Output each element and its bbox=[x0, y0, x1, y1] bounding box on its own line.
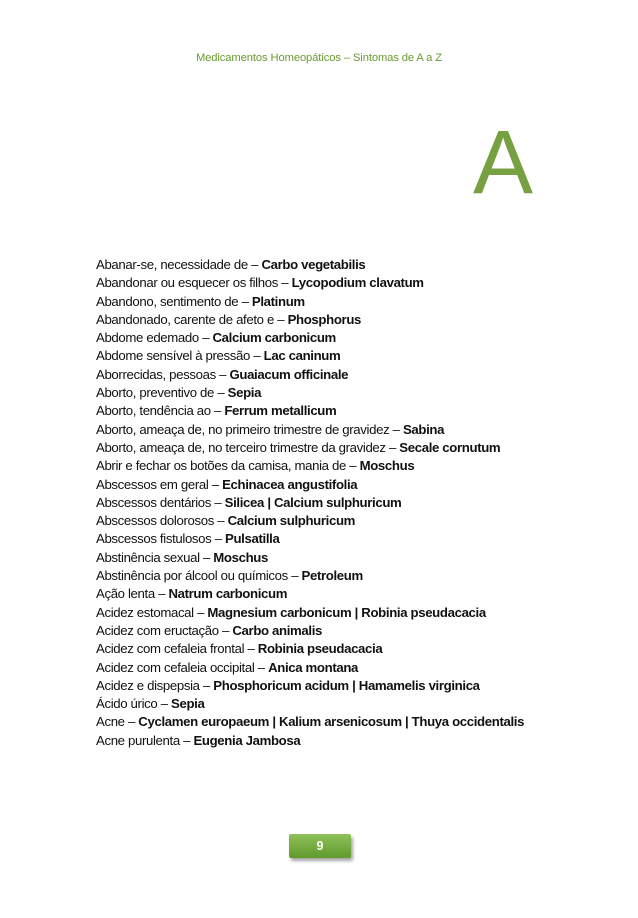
remedy-name: Lycopodium clavatum bbox=[291, 275, 424, 291]
list-item: Abdome edemado – Calcium carbonicum bbox=[96, 330, 336, 346]
remedy-name: Sabina bbox=[402, 421, 445, 437]
list-item: Acidez e dispepsia – Phosphoricum acidum | Hamamelis virginica bbox=[96, 677, 480, 693]
symptom-term: Acidez com cefaleia occipital bbox=[96, 659, 255, 675]
list-item: Ácido úrico – Sepia bbox=[96, 696, 205, 712]
symptom-term: Abrir e fechar os botões da camisa, mania de bbox=[96, 458, 346, 474]
symptom-term: Abandono, sentimento de bbox=[96, 293, 239, 309]
list-item: Abdome sensível à pressão – Lac caninum bbox=[96, 348, 341, 364]
list-item: Acidez com cefaleia frontal – Robinia pseudacacia bbox=[96, 641, 383, 657]
symptom-term: Abstinência sexual bbox=[96, 549, 200, 565]
symptom-term: Abandonado, carente de afeto e bbox=[96, 311, 274, 327]
remedy-name: Guaiacum officinale bbox=[229, 366, 349, 382]
symptom-term: Ácido úrico bbox=[96, 696, 158, 712]
list-item: Abandonado, carente de afeto e – Phosphorus bbox=[96, 311, 362, 327]
symptom-term: Aborrecidas, pessoas bbox=[96, 366, 216, 382]
symptom-term: Ação lenta bbox=[96, 586, 155, 602]
list-item: Abstinência por álcool ou químicos – Petroleum bbox=[96, 568, 363, 584]
list-item: Abrir e fechar os botões da camisa, mania de – Moschus bbox=[96, 458, 415, 474]
list-item: Acidez com cefaleia occipital – Anica montana bbox=[96, 659, 359, 675]
remedy-name: Ferrum metallicum bbox=[224, 403, 337, 419]
list-item: Abandono, sentimento de – Platinum bbox=[96, 293, 305, 309]
list-item: Abscessos dolorosos – Calcium sulphuricum bbox=[96, 513, 356, 529]
list-item: Ação lenta – Natrum carbonicum bbox=[96, 586, 288, 602]
symptom-term: Acidez com cefaleia frontal bbox=[96, 641, 245, 657]
remedy-name: Phosphorus bbox=[287, 311, 362, 327]
list-item: Abscessos em geral – Echinacea angustifolia bbox=[96, 476, 358, 492]
remedy-name: Robinia pseudacacia bbox=[257, 641, 383, 657]
symptom-term: Abandonar ou esquecer os filhos bbox=[96, 275, 278, 291]
list-item: Acidez estomacal – Magnesium carbonicum | Robinia pseudacacia bbox=[96, 604, 486, 620]
list-item: Abanar-se, necessidade de – Carbo vegetabilis bbox=[96, 257, 366, 272]
remedy-name: Silicea | Calcium sulphuricum bbox=[224, 494, 402, 510]
list-item: Acidez com eructação – Carbo animalis bbox=[96, 622, 323, 638]
list-item: Aborto, preventivo de – Sepia bbox=[96, 385, 262, 401]
symptom-term: Aborto, tendência ao bbox=[96, 403, 211, 419]
remedy-name: Eugenia Jambosa bbox=[193, 732, 301, 748]
list-item: Acne purulenta – Eugenia Jambosa bbox=[96, 732, 301, 748]
remedy-name: Sepia bbox=[171, 696, 205, 712]
section-letter-heading: A bbox=[473, 113, 534, 213]
remedy-name: Platinum bbox=[251, 293, 305, 309]
symptom-term: Acidez com eructação bbox=[96, 622, 219, 638]
remedy-name: Natrum carbonicum bbox=[168, 586, 288, 602]
remedy-name: Pulsatilla bbox=[225, 531, 280, 547]
remedy-name: Sepia bbox=[227, 385, 262, 401]
remedy-name: Anica montana bbox=[268, 659, 359, 675]
remedy-name: Echinacea angustifolia bbox=[222, 476, 358, 492]
symptom-term: Abscessos dolorosos bbox=[96, 513, 214, 529]
symptom-term: Abscessos dentários bbox=[96, 494, 212, 510]
page-number-badge: 9 bbox=[289, 834, 351, 858]
symptom-term: Abdome edemado bbox=[96, 330, 199, 346]
symptom-term: Acne bbox=[96, 714, 125, 730]
list-item: Aborrecidas, pessoas – Guaiacum officinale bbox=[96, 366, 349, 382]
remedy-name: Moschus bbox=[213, 549, 269, 565]
remedy-name: Secale cornutum bbox=[399, 439, 501, 455]
remedy-name: Moschus bbox=[359, 458, 415, 474]
remedy-name: Carbo vegetabilis bbox=[261, 257, 366, 272]
list-item: Abstinência sexual – Moschus bbox=[96, 549, 269, 565]
list-item: Aborto, tendência ao – Ferrum metallicum bbox=[96, 403, 337, 419]
remedy-name: Calcium sulphuricum bbox=[227, 513, 356, 529]
list-item: Abandonar ou esquecer os filhos – Lycopodium clavatum bbox=[96, 275, 424, 291]
symptom-term: Abstinência por álcool ou químicos bbox=[96, 568, 288, 584]
symptom-term: Acidez e dispepsia bbox=[96, 677, 200, 693]
running-header: Medicamentos Homeopáticos – Sintomas de A a Z bbox=[195, 52, 443, 64]
symptom-term: Abanar-se, necessidade de bbox=[96, 257, 248, 272]
remedy-name: Carbo animalis bbox=[232, 622, 323, 638]
remedy-name: Cyclamen europaeum | Kalium arsenicosum | Thuya occidentalis bbox=[138, 714, 525, 730]
list-item: Abscessos fistulosos – Pulsatilla bbox=[96, 531, 280, 547]
list-item: Acne – Cyclamen europaeum | Kalium arsenicosum | Thuya occidentalis bbox=[96, 714, 525, 730]
symptom-term: Abdome sensível à pressão bbox=[96, 348, 250, 364]
remedy-name: Magnesium carbonicum | Robinia pseudacacia bbox=[207, 604, 486, 620]
list-item: Aborto, ameaça de, no primeiro trimestre de gravidez – Sabina bbox=[96, 421, 445, 437]
symptom-term: Acidez estomacal bbox=[96, 604, 194, 620]
remedy-name: Calcium carbonicum bbox=[212, 330, 336, 346]
remedy-name: Petroleum bbox=[301, 568, 363, 584]
symptom-term: Aborto, ameaça de, no primeiro trimestre de gravidez bbox=[96, 421, 390, 437]
symptom-term: Abscessos em geral bbox=[96, 476, 209, 492]
symptom-term: Aborto, preventivo de bbox=[96, 385, 215, 401]
list-item: Aborto, ameaça de, no terceiro trimestre da gravidez – Secale cornutum bbox=[96, 439, 501, 455]
remedy-name: Phosphoricum acidum | Hamamelis virginica bbox=[213, 677, 480, 693]
symptom-term: Acne purulenta bbox=[96, 732, 180, 748]
remedy-name: Lac caninum bbox=[263, 348, 341, 364]
list-item: Abscessos dentários – Silicea | Calcium sulphuricum bbox=[96, 494, 402, 510]
symptom-list bbox=[96, 256, 538, 750]
symptom-term: Aborto, ameaça de, no terceiro trimestre da gravidez bbox=[96, 439, 386, 455]
symptom-term: Abscessos fistulosos bbox=[96, 531, 212, 547]
